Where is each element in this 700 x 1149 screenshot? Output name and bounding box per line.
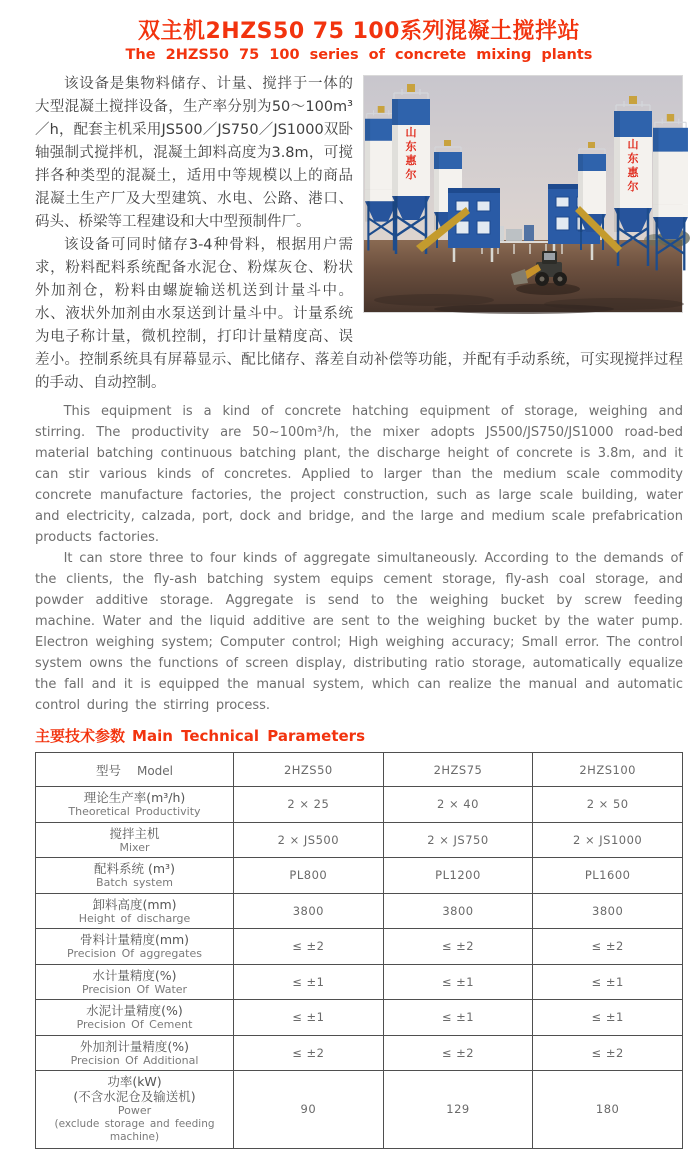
svg-text:惠: 惠 (627, 166, 639, 179)
spec-row-discharge-height: 卸料高度(mm) Height of discharge 3800 3800 3800 (36, 893, 683, 929)
spec-value: 2 × 40 (383, 787, 533, 823)
section-heading (35, 725, 683, 746)
spec-row-aggregate-precision: 骨料计量精度(mm) Precision Of aggregates ≤ ±2 ≤ ±2 ≤ ±2 (36, 929, 683, 965)
spec-value: 2 × 25 (234, 787, 384, 823)
spec-value: 129 (383, 1071, 533, 1149)
spec-value: ≤ ±1 (234, 964, 384, 1000)
spec-value: ≤ ±2 (533, 929, 683, 965)
svg-text:东: 东 (405, 140, 417, 153)
spec-value: PL1600 (533, 858, 683, 894)
spec-value: 3800 (234, 893, 384, 929)
spec-row-power: 功率(kW) (不含水泥仓及输送机) Power (exclude storage and feeding machine) 90 129 180 (36, 1071, 683, 1149)
plant-photo (363, 75, 683, 313)
spec-value: ≤ ±1 (383, 964, 533, 1000)
section-heading-cn: 主要技术参数 (35, 727, 126, 745)
spec-value: 3800 (383, 893, 533, 929)
intro-en-p1: This equipment is a kind of concrete hatching equipment of storage, weighing and stirring. The productivity are 50~100m³/h, the mixer adopts JS500/JS750/JS1000 road-bed material batching continuous batching plant, the discharge height of concrete is 3.8m, and it can stir various kinds of concretes. Applied to larger than the medium scale commodity concrete manufacture factories, the project construction, such as large scale building, water and electricity, calzada, port, dock and bridge, and the large and medium scale prefabrication products factories. (35, 404, 683, 545)
spec-row-cement-precision: 水泥计量精度(%) Precision Of Cement ≤ ±1 ≤ ±1 ≤ ±1 (36, 1000, 683, 1036)
spec-value: ≤ ±1 (383, 1000, 533, 1036)
spec-model-2: 2HZS75 (383, 753, 533, 787)
spec-value: 2 × JS500 (234, 822, 384, 858)
spec-value: ≤ ±2 (383, 929, 533, 965)
spec-row-batch-system: 配料系统 (m³) Batch system PL800 PL1200 PL1600 (36, 858, 683, 894)
spec-value: PL800 (234, 858, 384, 894)
spec-row-water-precision: 水计量精度(%) Precision Of Water ≤ ±1 ≤ ±1 ≤ ±1 (36, 964, 683, 1000)
svg-text:尔: 尔 (405, 168, 417, 181)
intro-en (35, 401, 683, 716)
intro-cn-p1: 该设备是集物料储存、计量、搅拌于一体的大型混凝土搅拌设备，生产率分别为50～100m³／h，配套主机采用JS500／JS750／JS1000双卧轴强制式搅拌机，混凝土卸料高度为3.8m，可搅拌各种类型的混凝土，适用中等规模以上的商品混凝土生产厂及大型建筑、水电、公路、港口、码头、桥梁等工程建设和大中型预制件厂。 (35, 76, 353, 230)
spec-value: 180 (533, 1071, 683, 1149)
silo-slogan-right (628, 138, 640, 193)
spec-value: ≤ ±2 (234, 1035, 384, 1071)
svg-text:尔: 尔 (627, 180, 639, 193)
svg-text:惠: 惠 (405, 154, 417, 167)
spec-value: ≤ ±1 (533, 964, 683, 1000)
spec-row-model (36, 753, 683, 787)
plant-photo-graphic (364, 76, 682, 312)
spec-value: 90 (234, 1071, 384, 1149)
spec-value: 3800 (533, 893, 683, 929)
spec-label-model: 型号 Model (36, 753, 234, 787)
spec-value: ≤ ±2 (533, 1035, 683, 1071)
spec-row-productivity: 理论生产率(m³/h) Theoretical Productivity 2 × 25 2 × 40 2 × 50 (36, 787, 683, 823)
intro-cn (35, 73, 683, 395)
svg-text:东: 东 (627, 152, 639, 165)
spec-table (35, 752, 683, 1149)
spec-value: ≤ ±2 (383, 1035, 533, 1071)
svg-text:山: 山 (627, 138, 639, 151)
intro-en-p2: It can store three to four kinds of aggregate simultaneously. According to the demands of the clients, the fly-ash batching system equips cement storage, fly-ash coal storage, and powder additive storage. Aggregate is send to the weighing bucket by screw feeding machine. Water and the liquid additive are sent to the weighing bucket by the water pump. Electron weighing system; Computer control; High weighing accuracy; Small error. The control system owns the functions of screen display, distributing ratio storage, automatically equalize the fall and it is equipped the manual system, which can realize the manual and automatic control during the stirring process. (35, 551, 683, 713)
intro-cn-p2: 该设备可同时储存3-4种骨料，根据用户需求，粉料配料系统配备水泥仓、粉煤灰仓、粉状外加剂仓，粉料由螺旋输送机送到计量斗中。水、液状外加剂由水泵送到计量斗中。计量系统为电子称计量，微机控制，打印计量精度高、误差小。控制系统具有屏幕显示、配比储存、落差自动补偿等功能，并配有手动系统，可实现搅拌过程的手动、自动控制。 (35, 237, 683, 391)
svg-text:山: 山 (405, 126, 417, 139)
silo-slogan-left (406, 126, 418, 181)
section-heading-en: Main Technical Parameters (132, 727, 365, 745)
spec-row-additive-precision: 外加剂计量精度(%) Precision Of Additional ≤ ±2 ≤ ±2 ≤ ±2 (36, 1035, 683, 1071)
spec-value: ≤ ±1 (234, 1000, 384, 1036)
spec-value: 2 × JS750 (383, 822, 533, 858)
spec-row-mixer: 搅拌主机 Mixer 2 × JS500 2 × JS750 2 × JS1000 (36, 822, 683, 858)
page-title: 双主机2HZS50 75 100系列混凝土搅拌站 (138, 19, 580, 44)
spec-value: 2 × JS1000 (533, 822, 683, 858)
spec-value: 2 × 50 (533, 787, 683, 823)
spec-model-3: 2HZS100 (533, 753, 683, 787)
page-subtitle: The 2HZS50 75 100 series of concrete mixing plants (125, 47, 593, 63)
spec-value: ≤ ±2 (234, 929, 384, 965)
spec-value: ≤ ±1 (533, 1000, 683, 1036)
spec-value: PL1200 (383, 858, 533, 894)
spec-model-1: 2HZS50 (234, 753, 384, 787)
